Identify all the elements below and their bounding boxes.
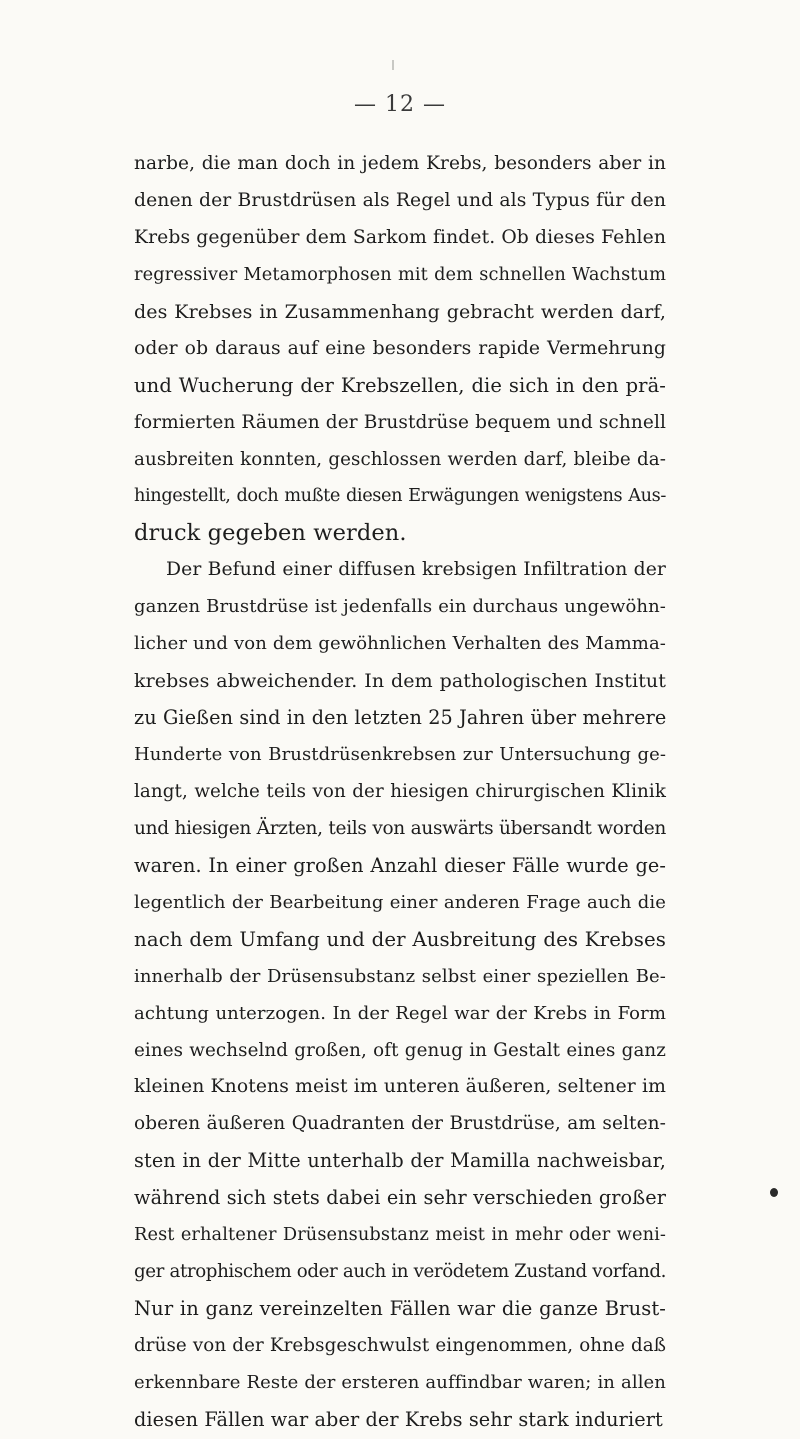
- text-line: innerhalb der Drüsensubstanz selbst einer speziellen Be-: [134, 965, 666, 987]
- text-line: erkennbare Reste der ersteren auffindbar waren; in allen: [134, 1371, 666, 1393]
- text-line: ger atrophischem oder auch in verödetem Zustand vorfand.: [134, 1261, 666, 1283]
- text-line: legentlich der Bearbeitung einer anderen Frage auch die: [134, 891, 666, 913]
- scan-speck: [392, 60, 394, 70]
- text-line: waren. In einer großen Anzahl dieser Fälle wurde ge-: [134, 853, 666, 877]
- text-line: langt, welche teils von der hiesigen chirurgischen Klinik: [134, 780, 666, 802]
- text-line: formierten Räumen der Brustdrüse bequem und schnell: [134, 411, 666, 433]
- text-line: Der Befund einer diffusen krebsigen Infiltration der: [166, 559, 666, 581]
- text-line: Krebs gegenüber dem Sarkom findet. Ob dieses Fehlen: [134, 226, 666, 248]
- text-line: sten in der Mitte unterhalb der Mamilla nachweisbar,: [134, 1149, 666, 1173]
- text-line: drüse von der Krebsgeschwulst eingenommen, ohne daß: [134, 1335, 666, 1356]
- text-line: regressiver Metamorphosen mit dem schnellen Wachstum: [134, 264, 666, 285]
- text-line: zu Gießen sind in den letzten 25 Jahren über mehrere: [134, 706, 667, 730]
- text-line: krebses abweichender. In dem pathologischen Institut: [134, 670, 666, 693]
- text-line: oberen äußeren Quadranten der Brustdrüse, am selten-: [134, 1113, 666, 1135]
- text-line: nach dem Umfang und der Ausbreitung des Krebses: [134, 927, 666, 951]
- text-line: oder ob daraus auf eine besonders rapide Vermehrung: [134, 337, 666, 359]
- text-line: licher und von dem gewöhnlichen Verhalten des Mamma-: [134, 633, 666, 655]
- text-line: achtung unterzogen. In der Regel war der Krebs in Form: [134, 1002, 666, 1024]
- text-line: während sich stets dabei ein sehr verschieden großer: [134, 1186, 666, 1210]
- text-line: Rest erhaltener Drüsensubstanz meist in mehr oder weni-: [134, 1225, 666, 1246]
- text-line: kleinen Knotens meist im unteren äußeren, seltener im: [134, 1076, 666, 1098]
- page-number: — 12 —: [354, 92, 446, 117]
- text-line: diesen Fällen war aber der Krebs sehr stark induriert: [134, 1407, 663, 1431]
- text-line: ganzen Brustdrüse ist jedenfalls ein durchaus ungewöhn-: [134, 596, 666, 618]
- text-line: und Wucherung der Krebszellen, die sich in den prä-: [134, 373, 666, 397]
- text-line: Nur in ganz vereinzelten Fällen war die ganze Brust-: [134, 1297, 666, 1321]
- text-line: narbe, die man doch in jedem Krebs, besonders aber in: [134, 153, 666, 174]
- ink-dot: [770, 1188, 778, 1197]
- body-text: [134, 146, 666, 1439]
- text-line: eines wechselnd großen, oft genug in Gestalt eines ganz: [134, 1039, 666, 1061]
- text-line: des Krebses in Zusammenhang gebracht werden darf,: [134, 300, 666, 323]
- text-line: ausbreiten konnten, geschlossen werden darf, bleibe da-: [134, 448, 666, 470]
- text-line: druck gegeben werden.: [134, 520, 407, 547]
- text-line: denen der Brustdrüsen als Regel und als Typus für den: [134, 189, 666, 211]
- text-line: und hiesigen Ärzten, teils von auswärts übersandt worden: [134, 817, 666, 839]
- text-line: Hunderte von Brustdrüsenkrebsen zur Untersuchung ge-: [134, 744, 666, 765]
- text-line: hingestellt, doch mußte diesen Erwägungen wenigstens Aus-: [134, 486, 666, 507]
